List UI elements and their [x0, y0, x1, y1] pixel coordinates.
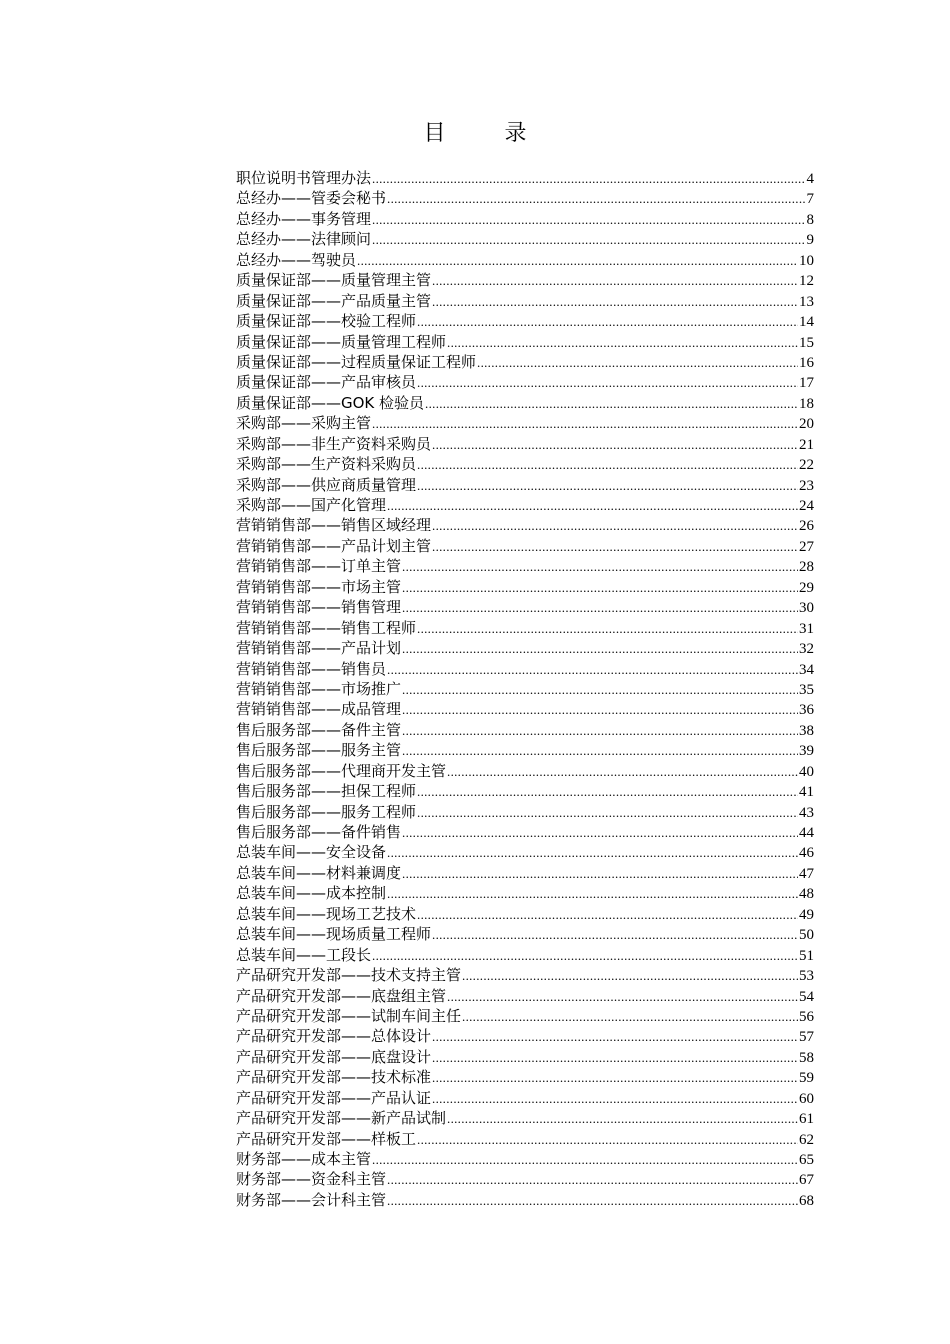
toc-dot-leader: [417, 373, 798, 393]
toc-entry-label: 财务部——成本主管: [236, 1150, 372, 1168]
toc-entry[interactable]: [236, 434, 814, 454]
toc-entry-label: 产品研究开发部——底盘组主管: [236, 986, 447, 1005]
toc-dot-leader: [402, 823, 798, 843]
toc-entry[interactable]: [236, 1047, 814, 1067]
toc-entry-label: 采购部——生产资料采购员: [236, 455, 417, 474]
toc-entry-label: 产品研究开发部——技术标准: [236, 1068, 432, 1087]
toc-entry-page-number: 12: [799, 273, 814, 290]
toc-dot-leader: [372, 230, 805, 250]
toc-entry[interactable]: [236, 372, 814, 392]
toc-entry-label: 总装车间——现场质量工程师: [236, 925, 432, 944]
toc-entry-page-number: 49: [799, 906, 814, 923]
toc-entry-label: 产品研究开发部——新产品试制: [236, 1109, 447, 1128]
toc-dot-leader: [432, 925, 798, 945]
toc-entry-page-number: 36: [799, 702, 814, 719]
toc-entry[interactable]: [236, 1129, 814, 1149]
toc-dot-leader: [372, 210, 805, 230]
toc-entry-label: 质量保证部——GOK 检验员: [236, 393, 425, 412]
toc-entry[interactable]: [236, 475, 814, 495]
toc-entry-label: 产品研究开发部——技术支持主管: [236, 966, 462, 985]
toc-entry[interactable]: [236, 188, 814, 208]
toc-entry-page-number: 39: [799, 743, 814, 760]
toc-entry[interactable]: [236, 904, 814, 924]
toc-entry[interactable]: [236, 556, 814, 576]
toc-dot-leader: [432, 1027, 798, 1047]
toc-entry[interactable]: [236, 945, 814, 965]
toc-entry-page-number: 38: [799, 722, 814, 739]
toc-entry-label: 售后服务部——备件主管: [236, 720, 402, 739]
toc-entry[interactable]: [236, 291, 814, 311]
toc-entry-label: 财务部——会计科主管: [236, 1190, 387, 1209]
toc-entry-label: 采购部——国产化管理: [236, 496, 387, 514]
toc-list: [236, 168, 814, 1210]
toc-title: 目 录: [423, 121, 553, 146]
toc-entry-page-number: 46: [799, 845, 814, 862]
toc-entry-label: 产品研究开发部——产品认证: [236, 1088, 432, 1107]
toc-entry-label: 质量保证部——产品审核员: [236, 373, 417, 392]
toc-entry-page-number: 26: [799, 518, 814, 535]
toc-dot-leader: [417, 312, 798, 332]
toc-entry[interactable]: [236, 842, 814, 862]
toc-entry[interactable]: [236, 393, 814, 413]
toc-entry-page-number: 68: [799, 1192, 814, 1209]
toc-entry-label: 采购部——供应商质量管理: [236, 475, 417, 494]
toc-dot-leader: [425, 394, 798, 414]
toc-entry-label: 质量保证部——过程质量保证工程师: [236, 352, 477, 371]
toc-entry-page-number: 50: [799, 927, 814, 944]
toc-entry[interactable]: [236, 659, 814, 679]
toc-entry[interactable]: [236, 822, 814, 842]
toc-entry-label: 产品研究开发部——试制车间主任: [236, 1006, 462, 1025]
toc-entry[interactable]: [236, 699, 814, 719]
toc-entry-page-number: 51: [799, 947, 814, 964]
toc-dot-leader: [387, 884, 798, 904]
toc-entry-label: 售后服务部——备件销售: [236, 823, 402, 841]
toc-entry-page-number: 4: [806, 171, 814, 187]
toc-dot-leader: [372, 1150, 798, 1170]
toc-entry-label: 营销销售部——市场推广: [236, 679, 402, 698]
toc-entry-page-number: 24: [799, 498, 814, 514]
toc-entry[interactable]: [236, 679, 814, 699]
toc-dot-leader: [432, 537, 798, 557]
toc-entry[interactable]: [236, 1190, 814, 1210]
toc-dot-leader: [372, 946, 798, 966]
toc-entry[interactable]: [236, 1026, 814, 1046]
toc-entry-page-number: 34: [799, 661, 814, 678]
toc-entry-label: 营销销售部——产品计划: [236, 639, 402, 658]
toc-dot-leader: [402, 578, 798, 598]
toc-dot-leader: [387, 1170, 798, 1190]
toc-entry-label: 质量保证部——质量管理工程师: [236, 332, 447, 351]
toc-entry[interactable]: [236, 802, 814, 822]
toc-dot-leader: [417, 1130, 798, 1150]
toc-entry[interactable]: [236, 740, 814, 760]
toc-entry-label: 售后服务部——代理商开发主管: [236, 761, 447, 780]
toc-entry-label: 营销销售部——销售员: [236, 659, 387, 678]
toc-entry-label: 总装车间——工段长: [236, 945, 372, 964]
toc-entry-page-number: 61: [799, 1111, 814, 1128]
toc-entry[interactable]: [236, 1149, 814, 1169]
toc-entry-page-number: 22: [799, 457, 814, 474]
toc-entry-label: 营销销售部——销售管理: [236, 598, 402, 617]
toc-entry-page-number: 47: [799, 865, 814, 882]
toc-entry-page-number: 59: [799, 1070, 814, 1087]
toc-dot-leader: [387, 843, 798, 863]
toc-entry-page-number: 28: [799, 559, 814, 576]
toc-dot-leader: [432, 1048, 798, 1068]
toc-dot-leader: [402, 680, 798, 700]
toc-entry[interactable]: [236, 883, 814, 903]
toc-entry[interactable]: [236, 863, 814, 883]
toc-entry-page-number: 31: [799, 620, 814, 637]
toc-dot-leader: [402, 639, 798, 659]
toc-entry-label: 产品研究开发部——样板工: [236, 1129, 417, 1148]
toc-dot-leader: [447, 1109, 798, 1129]
toc-dot-leader: [462, 1007, 798, 1027]
toc-entry-label: 营销销售部——销售区域经理: [236, 516, 432, 535]
toc-entry-label: 总经办——驾驶员: [236, 250, 357, 269]
toc-entry-page-number: 23: [799, 477, 814, 494]
toc-entry[interactable]: [236, 229, 814, 249]
toc-entry[interactable]: [236, 311, 814, 331]
toc-entry-label: 质量保证部——质量管理主管: [236, 271, 432, 290]
toc-dot-leader: [387, 660, 798, 680]
toc-entry-label: 营销销售部——订单主管: [236, 557, 402, 576]
toc-entry-label: 产品研究开发部——总体设计: [236, 1027, 432, 1046]
toc-dot-leader: [417, 455, 798, 475]
toc-entry[interactable]: [236, 1108, 814, 1128]
toc-entry-page-number: 65: [799, 1152, 814, 1168]
toc-dot-leader: [417, 782, 798, 802]
toc-dot-leader: [402, 864, 798, 884]
toc-entry-label: 营销销售部——成品管理: [236, 700, 402, 719]
toc-entry-label: 总装车间——现场工艺技术: [236, 904, 417, 923]
toc-entry[interactable]: [236, 1088, 814, 1108]
toc-entry[interactable]: [236, 638, 814, 658]
toc-dot-leader: [432, 1089, 798, 1109]
toc-entry-label: 售后服务部——服务主管: [236, 741, 402, 760]
toc-dot-leader: [432, 1068, 798, 1088]
toc-entry-page-number: 30: [799, 600, 814, 617]
toc-entry-page-number: 8: [806, 211, 814, 228]
toc-entry[interactable]: [236, 250, 814, 270]
toc-entry[interactable]: [236, 618, 814, 638]
toc-entry[interactable]: [236, 209, 814, 229]
toc-entry-label: 总经办——事务管理: [236, 209, 372, 228]
toc-dot-leader: [417, 905, 798, 925]
toc-entry-label: 总装车间——安全设备: [236, 843, 387, 862]
toc-entry-label: 售后服务部——担保工程师: [236, 782, 417, 801]
toc-entry[interactable]: [236, 495, 814, 515]
toc-entry-page-number: 60: [799, 1090, 814, 1107]
toc-dot-leader: [417, 619, 798, 639]
toc-dot-leader: [417, 476, 798, 496]
toc-entry[interactable]: [236, 986, 814, 1006]
toc-entry-label: 采购部——采购主管: [236, 414, 372, 433]
toc-entry[interactable]: [236, 332, 814, 352]
toc-entry-label: 总经办——法律顾问: [236, 230, 372, 249]
toc-entry[interactable]: [236, 597, 814, 617]
toc-entry[interactable]: [236, 413, 814, 433]
toc-entry[interactable]: [236, 1067, 814, 1087]
toc-dot-leader: [387, 189, 805, 209]
toc-entry-label: 产品研究开发部——底盘设计: [236, 1047, 432, 1066]
toc-dot-leader: [402, 557, 798, 577]
toc-entry-page-number: 9: [806, 232, 814, 249]
toc-entry[interactable]: [236, 1169, 814, 1189]
toc-entry[interactable]: [236, 454, 814, 474]
toc-dot-leader: [372, 169, 805, 189]
toc-entry-page-number: 15: [799, 334, 814, 351]
toc-dot-leader: [372, 414, 798, 434]
toc-entry-page-number: 32: [799, 641, 814, 658]
toc-entry-page-number: 17: [799, 375, 814, 392]
toc-entry-page-number: 18: [799, 395, 814, 412]
toc-dot-leader: [432, 271, 798, 291]
toc-entry-label: 质量保证部——产品质量主管: [236, 291, 432, 310]
toc-entry[interactable]: [236, 781, 814, 801]
toc-entry[interactable]: [236, 168, 814, 188]
toc-dot-leader: [357, 251, 798, 271]
toc-entry-page-number: 35: [799, 681, 814, 698]
toc-entry[interactable]: [236, 924, 814, 944]
toc-entry-page-number: 20: [799, 416, 814, 433]
toc-entry-page-number: 57: [799, 1029, 814, 1046]
toc-dot-leader: [402, 598, 798, 618]
toc-entry-page-number: 48: [799, 886, 814, 903]
toc-entry[interactable]: [236, 1006, 814, 1026]
toc-entry-page-number: 14: [799, 314, 814, 331]
toc-entry-page-number: 56: [799, 1008, 814, 1025]
toc-dot-leader: [462, 966, 798, 986]
toc-dot-leader: [387, 1191, 798, 1211]
toc-entry-label: 总装车间——材料兼调度: [236, 863, 402, 882]
toc-dot-leader: [402, 700, 798, 720]
toc-dot-leader: [432, 292, 798, 312]
toc-entry-page-number: 29: [799, 579, 814, 596]
toc-dot-leader: [417, 803, 798, 823]
toc-entry-page-number: 13: [799, 293, 814, 310]
toc-entry[interactable]: [236, 536, 814, 556]
toc-entry-page-number: 41: [799, 784, 814, 801]
toc-entry-page-number: 58: [799, 1049, 814, 1066]
toc-entry-label: 售后服务部——服务工程师: [236, 802, 417, 821]
toc-entry-page-number: 27: [799, 538, 814, 555]
toc-entry-page-number: 16: [799, 354, 814, 371]
toc-dot-leader: [447, 987, 798, 1007]
toc-entry-label: 营销销售部——产品计划主管: [236, 536, 432, 555]
toc-entry-page-number: 7: [806, 191, 814, 208]
toc-entry-label: 财务部——资金科主管: [236, 1170, 387, 1189]
toc-entry[interactable]: [236, 352, 814, 372]
toc-entry-page-number: 53: [799, 968, 814, 985]
toc-entry[interactable]: [236, 577, 814, 597]
toc-entry-page-number: 44: [799, 825, 814, 841]
toc-entry-label: 质量保证部——校验工程师: [236, 312, 417, 331]
toc-entry-label: 营销销售部——市场主管: [236, 577, 402, 596]
toc-entry-page-number: 67: [799, 1172, 814, 1189]
toc-entry[interactable]: [236, 270, 814, 290]
toc-entry-page-number: 62: [799, 1131, 814, 1148]
toc-entry-page-number: 21: [799, 436, 814, 453]
toc-dot-leader: [402, 721, 798, 741]
toc-dot-leader: [477, 353, 798, 373]
toc-entry-label: 职位说明书管理办法: [236, 169, 372, 187]
toc-dot-leader: [447, 333, 798, 353]
toc-entry-page-number: 40: [799, 763, 814, 780]
toc-entry-page-number: 10: [799, 252, 814, 269]
toc-dot-leader: [432, 435, 798, 455]
toc-entry[interactable]: [236, 965, 814, 985]
toc-entry-label: 营销销售部——销售工程师: [236, 618, 417, 637]
toc-dot-leader: [447, 762, 798, 782]
toc-entry[interactable]: [236, 720, 814, 740]
toc-entry-label: 总经办——管委会秘书: [236, 189, 387, 208]
toc-dot-leader: [402, 741, 798, 761]
toc-dot-leader: [432, 516, 798, 536]
toc-entry-page-number: 54: [799, 988, 814, 1005]
toc-entry[interactable]: [236, 515, 814, 535]
toc-entry-label: 采购部——非生产资料采购员: [236, 434, 432, 453]
toc-entry-page-number: 43: [799, 804, 814, 821]
toc-dot-leader: [387, 496, 798, 516]
toc-entry[interactable]: [236, 761, 814, 781]
toc-entry-label: 总装车间——成本控制: [236, 884, 387, 903]
